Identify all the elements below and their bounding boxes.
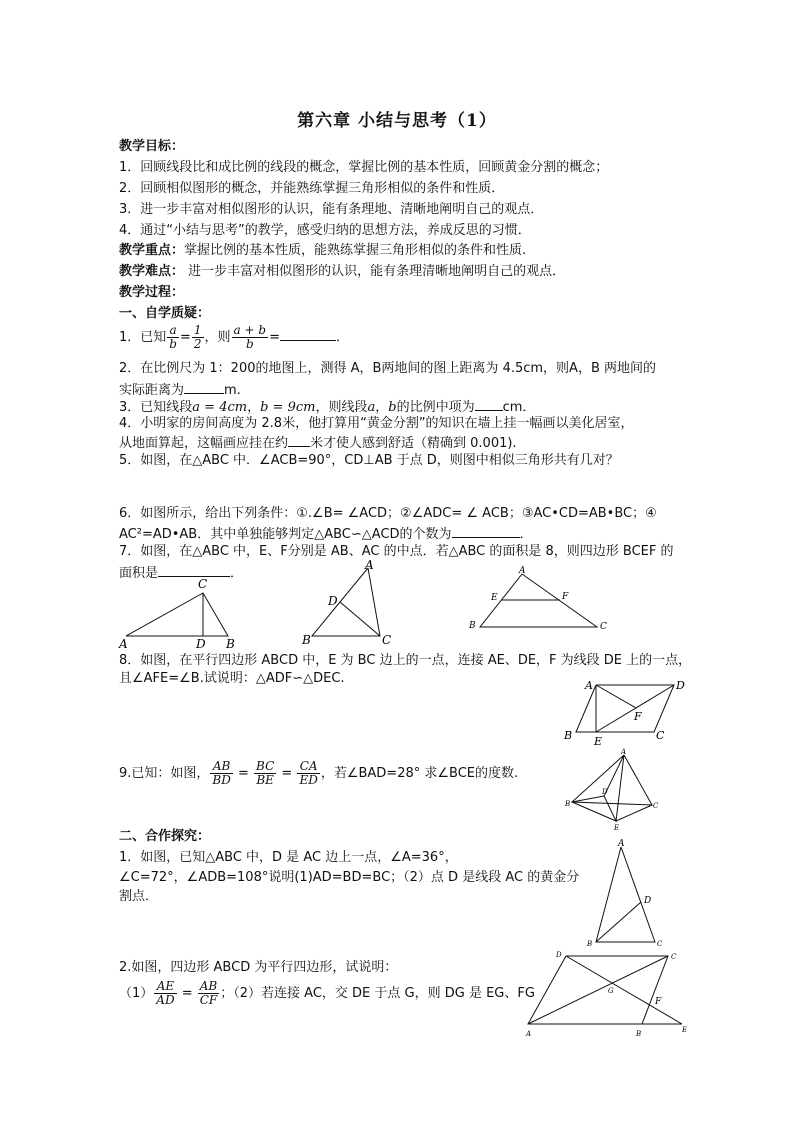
segment-be	[572, 802, 616, 821]
label-g: G	[608, 987, 614, 995]
denominator: BE	[256, 773, 274, 787]
label-c: C	[671, 953, 677, 961]
fraction	[198, 980, 220, 1007]
c1-line2: ∠C=72°，∠ADB=108°说明(1)AD=BD=BC；（2）点 D 是线段 AC 的黄金分	[119, 870, 580, 885]
c2-line2: （1） $\frac{AE}{AD}$ = $\frac{AB}{CF}$ ；（2）若连接 AC，交 DE 于点 G，则 DG 是 EG、FG	[119, 979, 535, 1007]
difficulty-text: 进一步丰富对相似图形的认识，能有条理清晰地阐明自己的观点．	[184, 264, 566, 279]
label-c: C	[198, 577, 208, 591]
c1-line1: 1．如图，已知△ABC 中，D 是 AC 边上一点，∠A=36°，	[119, 850, 458, 865]
segment-cd	[340, 602, 380, 636]
key-point-label: 教学重点：	[119, 243, 185, 258]
fraction	[210, 760, 232, 787]
objective-item: 3．进一步丰富对相似图形的认识，能有条理地、清晰地阐明自己的观点．	[119, 202, 544, 217]
q3-b: b	[388, 400, 397, 415]
section1-heading: 一、自学质疑：	[119, 306, 211, 321]
c2-line1: 2.如图，四边形 ABCD 为平行四边形，试说明：	[119, 960, 398, 975]
denominator: CF	[199, 993, 218, 1007]
figure-q7	[466, 566, 611, 631]
q6-suffix: ．	[519, 527, 533, 542]
q1-prefix: 1．已知	[119, 330, 167, 345]
triangle-abc	[312, 568, 380, 636]
q2-prefix: 实际距离为	[119, 383, 185, 398]
difficulty	[119, 264, 565, 280]
q3-mid: ，则线段	[315, 400, 368, 415]
label-c: C	[653, 802, 659, 810]
label-a: A	[621, 748, 627, 756]
q1-suffix: ．	[335, 330, 349, 345]
page-title: 第六章 小结与思考（1）	[297, 111, 497, 131]
q7-prefix: 面积是	[119, 566, 159, 581]
numerator: a + b	[233, 323, 267, 337]
label-a: A	[365, 558, 374, 572]
q9-suffix: ，若∠BAD=28° 求∠BCE的度数.	[320, 766, 519, 781]
question-2-line2	[119, 381, 241, 399]
numerator: AB	[198, 980, 220, 994]
label-b: B	[226, 637, 235, 651]
figure-c2	[520, 948, 692, 1040]
fraction	[254, 760, 276, 787]
label-d: D	[196, 637, 206, 651]
label-d: D	[644, 896, 652, 906]
answer-blank[interactable]	[452, 525, 520, 538]
label-a: A	[585, 679, 593, 692]
label-a: A	[526, 1030, 532, 1038]
label-b: B	[636, 1030, 642, 1038]
key-point	[119, 243, 526, 259]
label-e: E	[594, 735, 603, 748]
fraction	[154, 980, 176, 1007]
question-3	[119, 398, 535, 416]
label-a: A	[119, 637, 128, 651]
label-e: E	[614, 824, 620, 832]
answer-blank[interactable]	[475, 398, 503, 411]
answer-blank[interactable]	[288, 434, 310, 447]
objectives-heading: 教学目标：	[119, 139, 185, 154]
figure-q5	[118, 576, 243, 651]
label-f: F	[562, 592, 569, 602]
denominator: 2	[193, 337, 202, 351]
question-6-line1: 6．如图所示，给出下列条件：①.∠B= ∠ACD；②∠ADC= ∠ ACB；③AC•CD=AB•BC；④	[119, 506, 657, 521]
label-f: F	[634, 710, 642, 723]
figure-q6	[300, 560, 400, 645]
triangle-abc	[596, 847, 655, 942]
segment-bd	[572, 796, 604, 802]
diagonal-ac	[528, 956, 668, 1024]
question-1: 1．已知 $\frac{a}{b}$ = $\frac{1}{2}$ ，则 $\frac{a + b}{b}$ = ．	[119, 323, 349, 351]
label-c: C	[657, 940, 663, 948]
label-a: A	[618, 839, 625, 849]
q3-suffix: cm．	[502, 400, 536, 415]
label-d: D	[328, 594, 338, 608]
question-5: 5．如图，在△ABC 中．∠ACB=90°，CD⊥AB 于点 D，则图中相似三角形共有几对？	[119, 453, 619, 468]
process-heading: 教学过程：	[119, 285, 185, 300]
figure-c1	[585, 838, 665, 948]
numerator: CA	[297, 760, 319, 774]
q7-suffix: ．	[230, 566, 244, 581]
q3-comma: ，	[375, 400, 389, 415]
figure-q9	[562, 748, 662, 833]
objective-item: 4．通过“小结与思考”的教学，感受归纳的思想方法，养成反思的习惯．	[119, 223, 531, 238]
section2-heading: 二、合作探究：	[119, 829, 211, 844]
segment-bd	[596, 902, 641, 942]
parallelogram-abcd	[576, 685, 674, 732]
fraction	[192, 324, 204, 351]
q3-mid2: 的比例中项为	[396, 400, 475, 415]
numerator: BC	[256, 759, 275, 773]
difficulty-label: 教学难点：	[119, 264, 185, 279]
question-7-line1: 7．如图，在△ABC 中，E、F分别是 AB、AC 的中点．若△ABC 的面积是 8，则四边形 BCEF 的	[119, 544, 674, 559]
denominator: b	[169, 337, 177, 351]
figure-q8	[558, 672, 693, 750]
label-d: D	[676, 679, 685, 692]
segment-ce	[616, 805, 652, 821]
label-b: B	[302, 633, 311, 647]
equals-sign: =	[179, 330, 191, 345]
label-c: C	[382, 633, 392, 647]
objective-item: 2．回顾相似图形的概念，并能熟练掌握三角形相似的条件和性质．	[119, 181, 505, 196]
q2-suffix: m.	[224, 383, 241, 398]
label-d: D	[556, 951, 562, 959]
q3-b-expr: b = 9cm	[260, 400, 316, 415]
label-c: C	[656, 729, 665, 742]
q9-prefix: 9.已知：如图，	[119, 766, 210, 781]
label-c: C	[600, 622, 607, 632]
c2-prefix: （1）	[119, 986, 154, 1001]
q4-suffix: 米才使人感到舒适（精确到 0.001).	[310, 436, 517, 451]
label-d: D	[602, 788, 608, 796]
label-b: B	[587, 940, 593, 948]
denominator: ED	[299, 773, 318, 787]
q3-a-expr: a = 4cm	[192, 400, 248, 415]
question-6-line2	[119, 525, 533, 543]
fraction	[297, 760, 319, 787]
key-point-text: 掌握比例的基本性质，能熟练掌握三角形相似的条件和性质.	[184, 243, 527, 258]
label-e: E	[491, 593, 498, 603]
question-9: 9.已知：如图， $\frac{AB}{BD}$ = $\frac{BC}{BE}$ = $\frac{CA}{ED}$ ，若∠BAD=28° 求∠BCE的度数.	[119, 759, 519, 787]
objective-item: 1．回顾线段比和成比例的线段的概念，掌握比例的基本性质，回顾黄金分割的概念；	[119, 160, 609, 175]
triangle-abc	[126, 593, 228, 636]
numerator: AB	[210, 760, 232, 774]
question-2-line1: 2．在比例尺为 1：200的地图上，测得 A，B两地间的图上距离为 4.5cm，则A，B 两地间的	[119, 361, 656, 376]
numerator: 1	[193, 323, 202, 337]
label-b: B	[565, 800, 571, 808]
question-8-line1: 8．如图，在平行四边形 ABCD 中，E 为 BC 边上的一点，连接 AE、DE，F 为线段 DE 上的一点，	[119, 653, 692, 668]
fraction	[167, 324, 179, 351]
question-8-line2: 且∠AFE=∠B.试说明：△ADF∽△DEC.	[119, 671, 345, 686]
label-b: B	[469, 621, 476, 631]
segment-af	[596, 685, 636, 708]
c1-line3: 割点．	[119, 889, 159, 904]
numerator: a	[167, 324, 179, 338]
q4-prefix: 从地面算起，这幅画应挂在约	[119, 436, 289, 451]
denominator: AD	[156, 993, 175, 1007]
label-e: E	[682, 1026, 688, 1034]
q3-sep: ，	[247, 400, 261, 415]
denominator: BD	[212, 773, 231, 787]
q3-prefix: 3．已知线段	[119, 400, 193, 415]
q6-prefix: AC²=AD•AB．其中单独能够判定△ABC∽△ACD的个数为	[119, 527, 452, 542]
label-b: B	[564, 729, 573, 742]
q1-mid: ，则	[204, 330, 231, 345]
answer-blank[interactable]	[280, 328, 336, 341]
numerator: AE	[154, 980, 176, 994]
denominator: b	[245, 337, 254, 351]
label-f: F	[655, 997, 662, 1007]
label-a: A	[519, 566, 526, 576]
question-4-line2	[119, 434, 517, 452]
question-4-line1: 4．小明家的房间高度为 2.8米，他打算用“黄金分割”的知识在墙上挂一幅画以美化居室，	[119, 416, 634, 431]
answer-blank[interactable]	[184, 381, 224, 394]
c2-suffix: ；（2）若连接 AC，交 DE 于点 G，则 DG 是 EG、FG	[220, 986, 535, 1001]
fraction	[232, 324, 269, 351]
q3-a: a	[367, 400, 376, 415]
